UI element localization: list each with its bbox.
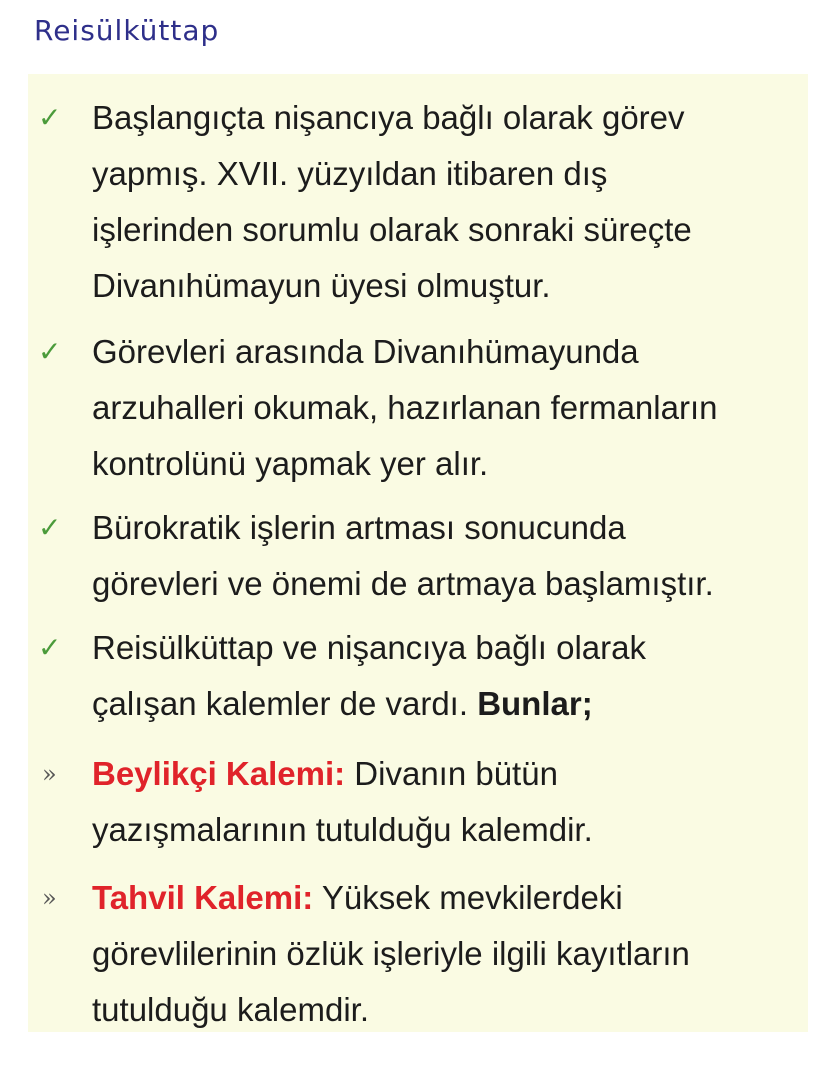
item-text-line: tutulduğu kalemdir. bbox=[92, 991, 370, 1028]
item-text-line: yazışmalarının tutulduğu kalemdir. bbox=[92, 811, 593, 848]
item-text: Yüksek mevkilerdeki bbox=[321, 879, 623, 916]
checkmark-icon: ✓ bbox=[38, 335, 62, 368]
item-text-line: Başlangıçta nişancıya bağlı olarak görev bbox=[92, 99, 685, 136]
term-label: Tahvil Kalemi: bbox=[92, 879, 314, 916]
item-text-line: yapmış. XVII. yüzyıldan itibaren dış bbox=[92, 155, 608, 192]
item-text-line: görevlilerinin özlük işleriyle ilgili kayıtların bbox=[92, 935, 690, 972]
item-text: çalışan kalemler de vardı. bbox=[92, 685, 469, 722]
item-text: Divanın bütün bbox=[354, 755, 558, 792]
chevron-right-icon: » bbox=[42, 884, 57, 912]
item-bold-text: Bunlar; bbox=[477, 685, 593, 722]
term-label: Beylikçi Kalemi: bbox=[92, 755, 346, 792]
page-title: Reisülküttap bbox=[34, 14, 220, 47]
item-text-line bbox=[92, 676, 593, 732]
item-text-line bbox=[92, 746, 558, 802]
item-text-line: arzuhalleri okumak, hazırlanan fermanların bbox=[92, 389, 718, 426]
item-text-line: kontrolünü yapmak yer alır. bbox=[92, 445, 489, 482]
item-text-line: Reisülküttap ve nişancıya bağlı olarak bbox=[92, 629, 646, 666]
item-text-line: Divanıhümayun üyesi olmuştur. bbox=[92, 267, 551, 304]
content-panel bbox=[28, 74, 808, 1032]
item-text-line bbox=[92, 870, 623, 926]
checkmark-icon: ✓ bbox=[38, 511, 62, 544]
item-text-line: Görevleri arasında Divanıhümayunda bbox=[92, 333, 639, 370]
item-text-line: görevleri ve önemi de artmaya başlamıştır. bbox=[92, 565, 714, 602]
checkmark-icon: ✓ bbox=[38, 631, 62, 664]
chevron-right-icon: » bbox=[42, 760, 57, 788]
item-text-line: Bürokratik işlerin artması sonucunda bbox=[92, 509, 626, 546]
item-text-line: işlerinden sorumlu olarak sonraki süreçte bbox=[92, 211, 692, 248]
checkmark-icon: ✓ bbox=[38, 101, 62, 134]
